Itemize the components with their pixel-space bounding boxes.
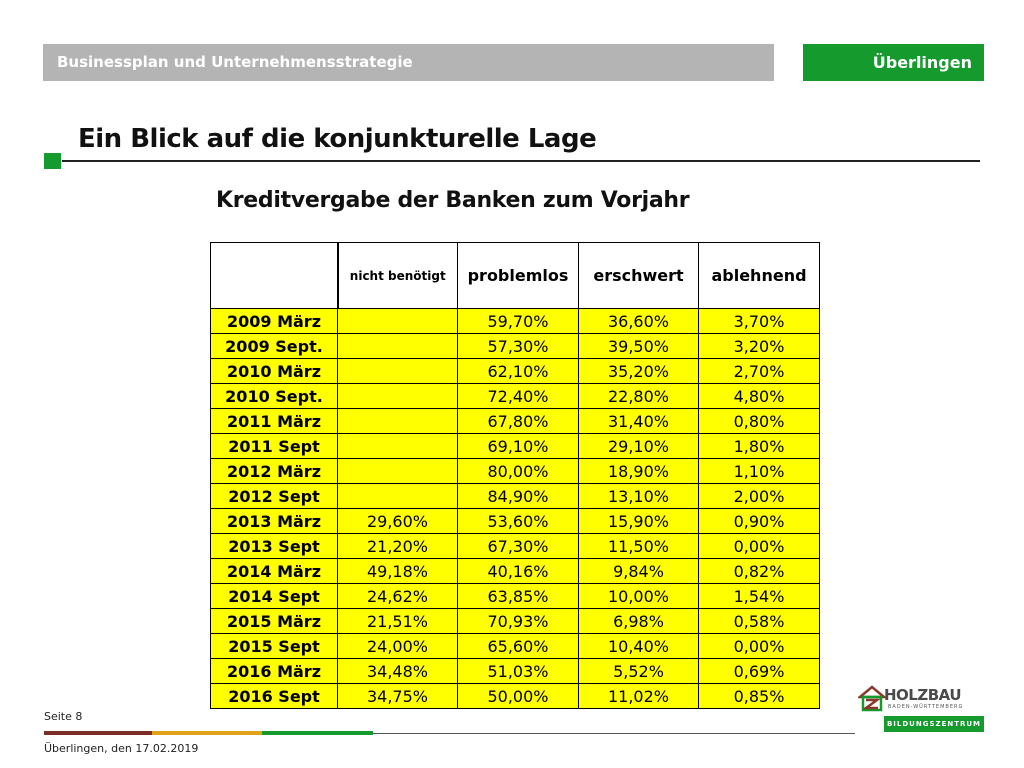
cell-not-needed: 49,18%: [338, 559, 458, 584]
cell-not-needed: [338, 459, 458, 484]
cell-not-needed: [338, 409, 458, 434]
cell-unproblematic: 69,10%: [458, 434, 579, 459]
header-cell-not-needed: nicht benötigt: [338, 243, 458, 309]
cell-difficult: 36,60%: [579, 309, 699, 334]
table-row: [211, 684, 820, 709]
cell-difficult: 29,10%: [579, 434, 699, 459]
cell-not-needed: 29,60%: [338, 509, 458, 534]
table-row: [211, 334, 820, 359]
table-row: [211, 634, 820, 659]
cell-period: 2016 Sept: [211, 684, 338, 709]
cell-unproblematic: 72,40%: [458, 384, 579, 409]
table-row: [211, 484, 820, 509]
house-z-icon: [858, 684, 886, 712]
cell-not-needed: 34,48%: [338, 659, 458, 684]
cell-not-needed: [338, 384, 458, 409]
cell-rejecting: 4,80%: [699, 384, 820, 409]
cell-unproblematic: 59,70%: [458, 309, 579, 334]
table-row: [211, 359, 820, 384]
header-title-bar: [43, 44, 774, 81]
table-row: [211, 659, 820, 684]
cell-period: 2009 März: [211, 309, 338, 334]
footer-stripe-red: [44, 731, 152, 735]
cell-not-needed: [338, 334, 458, 359]
cell-rejecting: 1,54%: [699, 584, 820, 609]
footer-date: Überlingen, den 17.02.2019: [44, 742, 199, 755]
cell-unproblematic: 65,60%: [458, 634, 579, 659]
cell-period: 2013 März: [211, 509, 338, 534]
cell-period: 2016 März: [211, 659, 338, 684]
header-title: Businessplan und Unternehmensstrategie: [57, 53, 413, 71]
cell-not-needed: [338, 309, 458, 334]
cell-period: 2012 März: [211, 459, 338, 484]
table-row: [211, 559, 820, 584]
cell-not-needed: 34,75%: [338, 684, 458, 709]
cell-period: 2014 Sept: [211, 584, 338, 609]
cell-rejecting: 0,90%: [699, 509, 820, 534]
cell-period: 2015 Sept: [211, 634, 338, 659]
cell-not-needed: 24,00%: [338, 634, 458, 659]
logo-name: HOLZBAU: [884, 686, 962, 704]
cell-difficult: 18,90%: [579, 459, 699, 484]
cell-difficult: 35,20%: [579, 359, 699, 384]
cell-unproblematic: 51,03%: [458, 659, 579, 684]
table-header-row: [211, 243, 820, 309]
footer-stripe-yellow: [152, 731, 262, 735]
cell-period: 2015 März: [211, 609, 338, 634]
cell-unproblematic: 40,16%: [458, 559, 579, 584]
cell-difficult: 31,40%: [579, 409, 699, 434]
location-badge: [803, 44, 984, 81]
header-cell-unproblematic: problemlos: [458, 243, 579, 309]
cell-rejecting: 3,20%: [699, 334, 820, 359]
cell-rejecting: 3,70%: [699, 309, 820, 334]
cell-unproblematic: 67,80%: [458, 409, 579, 434]
location-label: Überlingen: [872, 53, 972, 72]
cell-rejecting: 0,00%: [699, 534, 820, 559]
table-row: [211, 534, 820, 559]
cell-unproblematic: 67,30%: [458, 534, 579, 559]
title-bullet: [44, 153, 61, 169]
page-number: Seite 8: [44, 710, 83, 723]
cell-rejecting: 2,00%: [699, 484, 820, 509]
logo-band: BILDUNGSZENTRUM: [884, 716, 984, 732]
cell-rejecting: 2,70%: [699, 359, 820, 384]
cell-difficult: 6,98%: [579, 609, 699, 634]
cell-unproblematic: 62,10%: [458, 359, 579, 384]
cell-unproblematic: 80,00%: [458, 459, 579, 484]
cell-rejecting: 0,82%: [699, 559, 820, 584]
title-underline: [62, 160, 980, 162]
cell-rejecting: 0,00%: [699, 634, 820, 659]
cell-not-needed: 24,62%: [338, 584, 458, 609]
cell-difficult: 13,10%: [579, 484, 699, 509]
table-row: [211, 459, 820, 484]
table-row: [211, 384, 820, 409]
cell-difficult: 11,50%: [579, 534, 699, 559]
table-row: [211, 609, 820, 634]
holzbau-logo: [858, 684, 986, 736]
cell-unproblematic: 84,90%: [458, 484, 579, 509]
slide-subtitle: Kreditvergabe der Banken zum Vorjahr: [216, 188, 690, 213]
cell-rejecting: 0,85%: [699, 684, 820, 709]
cell-difficult: 10,00%: [579, 584, 699, 609]
cell-not-needed: [338, 434, 458, 459]
cell-difficult: 22,80%: [579, 384, 699, 409]
cell-difficult: 39,50%: [579, 334, 699, 359]
cell-period: 2013 Sept: [211, 534, 338, 559]
cell-unproblematic: 70,93%: [458, 609, 579, 634]
cell-period: 2012 Sept: [211, 484, 338, 509]
cell-period: 2011 Sept: [211, 434, 338, 459]
cell-not-needed: 21,51%: [338, 609, 458, 634]
slide-title: Ein Blick auf die konjunkturelle Lage: [78, 124, 597, 154]
cell-not-needed: 21,20%: [338, 534, 458, 559]
cell-unproblematic: 63,85%: [458, 584, 579, 609]
table-row: [211, 309, 820, 334]
footer-rule: [373, 733, 855, 734]
credit-table: [210, 242, 820, 709]
cell-difficult: 10,40%: [579, 634, 699, 659]
logo-region: BADEN-WÜRTTEMBERG: [888, 704, 964, 710]
cell-period: 2011 März: [211, 409, 338, 434]
cell-rejecting: 0,58%: [699, 609, 820, 634]
cell-period: 2009 Sept.: [211, 334, 338, 359]
footer-stripe-green: [262, 731, 373, 735]
header-cell-difficult: erschwert: [579, 243, 699, 309]
cell-rejecting: 0,69%: [699, 659, 820, 684]
cell-period: 2014 März: [211, 559, 338, 584]
table-row: [211, 434, 820, 459]
cell-unproblematic: 57,30%: [458, 334, 579, 359]
cell-difficult: 15,90%: [579, 509, 699, 534]
cell-unproblematic: 50,00%: [458, 684, 579, 709]
cell-period: 2010 März: [211, 359, 338, 384]
cell-rejecting: 0,80%: [699, 409, 820, 434]
header-cell-rejecting: ablehnend: [699, 243, 820, 309]
cell-not-needed: [338, 484, 458, 509]
cell-not-needed: [338, 359, 458, 384]
cell-rejecting: 1,80%: [699, 434, 820, 459]
table-row: [211, 584, 820, 609]
cell-rejecting: 1,10%: [699, 459, 820, 484]
cell-period: 2010 Sept.: [211, 384, 338, 409]
cell-difficult: 11,02%: [579, 684, 699, 709]
table-row: [211, 509, 820, 534]
cell-difficult: 5,52%: [579, 659, 699, 684]
cell-difficult: 9,84%: [579, 559, 699, 584]
table-row: [211, 409, 820, 434]
cell-unproblematic: 53,60%: [458, 509, 579, 534]
header-cell-period: [211, 243, 338, 309]
